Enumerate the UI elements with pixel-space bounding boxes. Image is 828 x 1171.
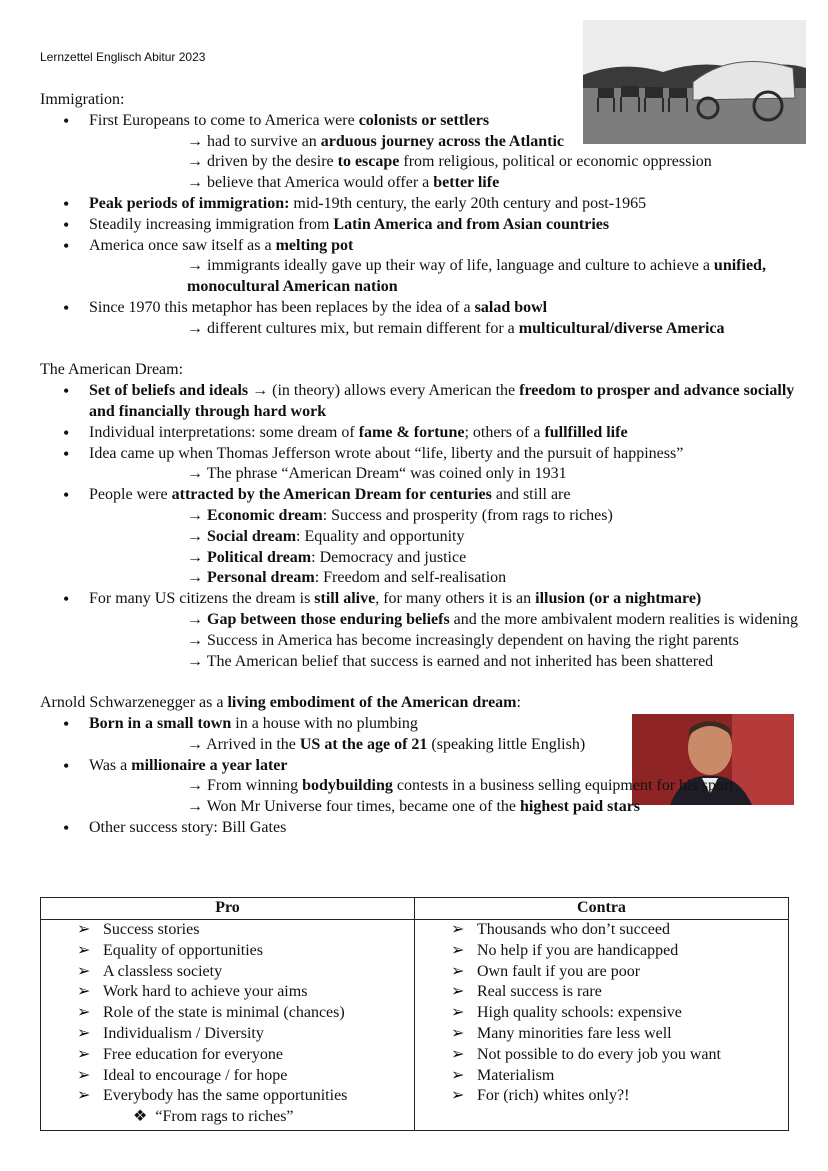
arrow-bullet-icon: ➢: [451, 1004, 465, 1022]
contra-item: ➢ Not possible to do every job you want: [415, 1045, 788, 1066]
arrow-bullet-icon: ➢: [451, 921, 465, 938]
arrow-bullet-icon: ➢: [451, 941, 465, 959]
contra-item: ➢ For (rich) whites only?!: [415, 1086, 788, 1107]
arrow-bullet-icon: ➢: [451, 1045, 465, 1063]
arrow-bullet-icon: ➢: [77, 921, 91, 938]
pro-item: ➢ Individualism / Diversity: [41, 1024, 414, 1045]
pro-item: ➢ Free education for everyone: [41, 1045, 414, 1066]
arrow-bullet-icon: ➢: [77, 1004, 91, 1022]
contra-header: Contra: [415, 898, 789, 920]
contra-item: ➢ High quality schools: expensive: [415, 1003, 788, 1024]
american-dream-title: The American Dream:: [40, 361, 184, 379]
contra-column: [415, 920, 789, 1131]
arrow-bullet-icon: ➢: [451, 962, 465, 980]
diamond-bullet-icon: ❖: [133, 1108, 148, 1126]
arrow-bullet-icon: ➢: [77, 1066, 91, 1084]
pro-header: Pro: [41, 898, 415, 920]
list-item: • Peak periods of immigration: mid-19th century, the early 20th century and post-1965: [40, 194, 800, 215]
arrow-bullet-icon: ➢: [451, 1087, 465, 1105]
arrow-bullet-icon: ➢: [77, 1024, 91, 1042]
pro-sub-item: ❖ “From rags to riches”: [133, 1108, 294, 1126]
list-item: • Born in a small town in a house with no plumbing → Arrived in the US at the age of 21 (speaking little English): [40, 714, 800, 756]
pro-item: ➢ Success stories: [41, 920, 414, 941]
pro-item: ➢ Work hard to achieve your aims: [41, 982, 414, 1003]
american-dream-list: [40, 381, 800, 672]
list-item: • Other success story: Bill Gates: [40, 818, 800, 839]
pro-item: ➢ Role of the state is minimal (chances): [41, 1003, 414, 1024]
list-item: • Individual interpretations: some dream of fame & fortune; others of a fullfilled life: [40, 423, 800, 444]
list-item: • Idea came up when Thomas Jefferson wrote about “life, liberty and the pursuit of happiness” → The phrase “American Dream“ was coined only in 1931: [40, 444, 800, 486]
list-item: • For many US citizens the dream is still alive, for many others it is an illusion (or a nightmare) → Gap between those enduring beliefs and the more ambivalent modern realities is widening → Success in America has become increasingly dependent on having the right parents → The American belief that success is earned and not inherited has been shattered: [40, 589, 800, 672]
pro-item: ➢ Everybody has the same opportunities: [41, 1086, 414, 1107]
list-item: • Set of beliefs and ideals → (in theory) allows every American the freedom to prosper and advance socially and financially through hard work: [40, 381, 800, 423]
immigration-list: [40, 111, 800, 340]
document-header: Lernzettel Englisch Abitur 2023: [40, 50, 206, 64]
arrow-bullet-icon: ➢: [451, 1066, 465, 1084]
list-item: • Was a millionaire a year later → From winning bodybuilding contests in a business selling equipment for his sport → Won Mr Universe four times, became one of the highest paid stars: [40, 756, 800, 818]
pro-item: ➢ A classless society: [41, 962, 414, 983]
study-notes: [40, 90, 800, 839]
arrow-bullet-icon: ➢: [77, 941, 91, 959]
list-item: • People were attracted by the American Dream for centuries and still are → Economic dream: Success and prosperity (from rags to riches) → Social dream: Equality and opportunity → Political dream: Democracy and justice → Personal dream: Freedom and self-realisation: [40, 485, 800, 589]
contra-item: ➢ No help if you are handicapped: [415, 941, 788, 962]
contra-item: ➢ Thousands who don’t succeed: [415, 920, 788, 941]
list-item: • Since 1970 this metaphor has been replaces by the idea of a salad bowl → different cultures mix, but remain different for a multicultural/diverse America: [40, 298, 800, 340]
list-item: • First Europeans to come to America were colonists or settlers → had to survive an arduous journey across the Atlantic → driven by the desire to escape from religious, political or economic oppression → believe that America would offer a better life: [40, 111, 800, 194]
arrow-bullet-icon: ➢: [451, 1024, 465, 1042]
list-item: • Steadily increasing immigration from Latin America and from Asian countries: [40, 215, 800, 236]
arrow-bullet-icon: ➢: [451, 983, 465, 1001]
pro-item: ➢ Equality of opportunities: [41, 941, 414, 962]
list-item: • America once saw itself as a melting pot → immigrants ideally gave up their way of life, language and culture to achieve a unified, monocultural American nation: [40, 236, 800, 298]
immigration-title: Immigration:: [40, 91, 125, 108]
contra-item: ➢ Real success is rare: [415, 982, 788, 1003]
pro-contra-table: [40, 897, 789, 1131]
pro-item: ➢ Ideal to encourage / for hope: [41, 1066, 414, 1087]
arnold-list: [40, 714, 800, 839]
contra-item: ➢ Own fault if you are poor: [415, 962, 788, 983]
arnold-title: Arnold Schwarzenegger as a living embodiment of the American dream:: [40, 694, 521, 712]
contra-item: ➢ Materialism: [415, 1066, 788, 1087]
arrow-bullet-icon: ➢: [77, 962, 91, 980]
contra-item: ➢ Many minorities fare less well: [415, 1024, 788, 1045]
arrow-bullet-icon: ➢: [77, 983, 91, 1001]
arrow-bullet-icon: ➢: [77, 1045, 91, 1063]
pro-column: [41, 920, 415, 1131]
arrow-bullet-icon: ➢: [77, 1087, 91, 1105]
